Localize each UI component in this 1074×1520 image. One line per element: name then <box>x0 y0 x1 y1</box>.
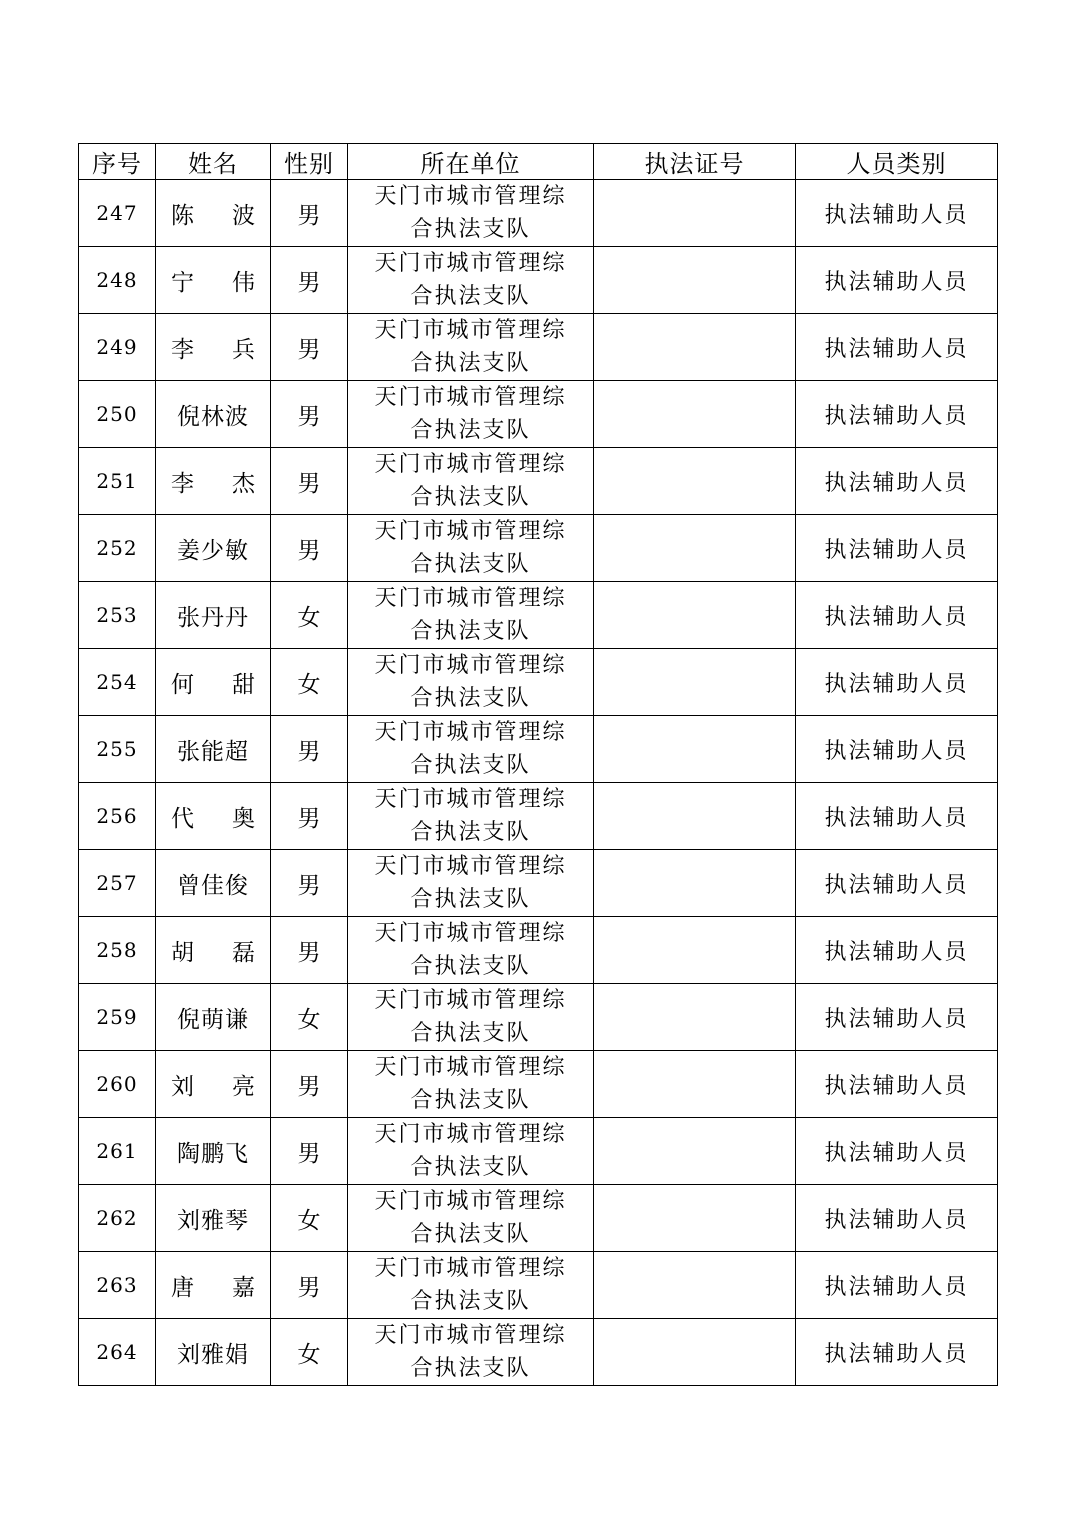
cell-name <box>156 515 271 582</box>
cell-no: 255 <box>79 716 156 783</box>
cell-name-text: 刘 亮 <box>171 1073 255 1100</box>
cell-unit <box>348 850 594 917</box>
cell-no: 258 <box>79 917 156 984</box>
cell-unit <box>348 1319 594 1386</box>
cell-gender: 女 <box>271 1319 348 1386</box>
cell-name <box>156 1252 271 1319</box>
header-no: 序号 <box>79 144 156 180</box>
cell-unit <box>348 448 594 515</box>
cell-unit <box>348 247 594 314</box>
cell-unit <box>348 1051 594 1118</box>
cell-cert <box>594 1319 796 1386</box>
table-row <box>79 783 998 850</box>
cell-gender: 男 <box>271 247 348 314</box>
cell-no: 257 <box>79 850 156 917</box>
cell-unit-text: 天门市城市管理综合执法支队 <box>374 519 567 577</box>
cell-cert <box>594 180 796 247</box>
cell-unit <box>348 917 594 984</box>
cell-gender: 女 <box>271 582 348 649</box>
cell-unit <box>348 582 594 649</box>
cell-type: 执法辅助人员 <box>796 381 998 448</box>
cell-no: 248 <box>79 247 156 314</box>
cell-name-text: 姜少敏 <box>177 537 249 564</box>
cell-name-text: 张能超 <box>177 738 249 765</box>
cell-cert <box>594 850 796 917</box>
header-gender: 性别 <box>271 144 348 180</box>
cell-type: 执法辅助人员 <box>796 984 998 1051</box>
cell-name-text: 陶鹏飞 <box>177 1140 249 1167</box>
cell-gender: 男 <box>271 314 348 381</box>
cell-no: 250 <box>79 381 156 448</box>
cell-type: 执法辅助人员 <box>796 247 998 314</box>
cell-name-text: 李 兵 <box>171 336 255 363</box>
cell-unit-text: 天门市城市管理综合执法支队 <box>374 787 567 845</box>
cell-no: 259 <box>79 984 156 1051</box>
cell-type: 执法辅助人员 <box>796 649 998 716</box>
table-row <box>79 314 998 381</box>
cell-cert <box>594 716 796 783</box>
table-row <box>79 917 998 984</box>
cell-type: 执法辅助人员 <box>796 314 998 381</box>
cell-unit-text: 天门市城市管理综合执法支队 <box>374 1256 567 1314</box>
cell-name <box>156 247 271 314</box>
cell-gender: 男 <box>271 1252 348 1319</box>
cell-name-text: 代 奥 <box>171 805 255 832</box>
cell-type: 执法辅助人员 <box>796 180 998 247</box>
cell-name-text: 刘雅娟 <box>177 1341 249 1368</box>
cell-unit <box>348 783 594 850</box>
cell-type: 执法辅助人员 <box>796 1319 998 1386</box>
table-row <box>79 984 998 1051</box>
cell-unit <box>348 180 594 247</box>
cell-unit <box>348 716 594 783</box>
cell-no: 260 <box>79 1051 156 1118</box>
cell-unit <box>348 1185 594 1252</box>
cell-name-text: 胡 磊 <box>171 939 255 966</box>
cell-unit <box>348 984 594 1051</box>
cell-unit-text: 天门市城市管理综合执法支队 <box>374 854 567 912</box>
table-row <box>79 448 998 515</box>
cell-name <box>156 1319 271 1386</box>
cell-name <box>156 448 271 515</box>
cell-gender: 男 <box>271 917 348 984</box>
cell-name-text: 倪萌谦 <box>177 1006 249 1033</box>
cell-name <box>156 716 271 783</box>
cell-cert <box>594 917 796 984</box>
cell-cert <box>594 247 796 314</box>
header-cert: 执法证号 <box>594 144 796 180</box>
cell-cert <box>594 1185 796 1252</box>
cell-name <box>156 917 271 984</box>
table-row <box>79 1252 998 1319</box>
cell-name <box>156 381 271 448</box>
cell-no: 261 <box>79 1118 156 1185</box>
cell-name-text: 曾佳俊 <box>177 872 249 899</box>
cell-cert <box>594 984 796 1051</box>
cell-name-text: 唐 嘉 <box>171 1274 255 1301</box>
header-row <box>79 144 998 180</box>
cell-type: 执法辅助人员 <box>796 1118 998 1185</box>
table-row <box>79 1319 998 1386</box>
cell-unit-text: 天门市城市管理综合执法支队 <box>374 1055 567 1113</box>
table-row <box>79 850 998 917</box>
cell-no: 253 <box>79 582 156 649</box>
cell-name-text: 张丹丹 <box>177 604 249 631</box>
cell-unit-text: 天门市城市管理综合执法支队 <box>374 1189 567 1247</box>
cell-name-text: 李 杰 <box>171 470 255 497</box>
cell-cert <box>594 381 796 448</box>
table-row <box>79 247 998 314</box>
cell-type: 执法辅助人员 <box>796 1051 998 1118</box>
cell-name <box>156 783 271 850</box>
cell-cert <box>594 1118 796 1185</box>
cell-no: 249 <box>79 314 156 381</box>
table-row <box>79 582 998 649</box>
cell-type: 执法辅助人员 <box>796 1252 998 1319</box>
cell-cert <box>594 582 796 649</box>
cell-unit <box>348 381 594 448</box>
table-row <box>79 1185 998 1252</box>
cell-unit <box>348 649 594 716</box>
cell-cert <box>594 448 796 515</box>
cell-cert <box>594 649 796 716</box>
cell-unit <box>348 314 594 381</box>
cell-cert <box>594 314 796 381</box>
cell-name <box>156 314 271 381</box>
cell-gender: 男 <box>271 515 348 582</box>
cell-no: 252 <box>79 515 156 582</box>
cell-unit-text: 天门市城市管理综合执法支队 <box>374 586 567 644</box>
cell-name-text: 陈 波 <box>171 202 255 229</box>
cell-name-text: 何 甜 <box>171 671 255 698</box>
cell-unit-text: 天门市城市管理综合执法支队 <box>374 720 567 778</box>
cell-type: 执法辅助人员 <box>796 582 998 649</box>
cell-name-text: 刘雅琴 <box>177 1207 249 1234</box>
table-row <box>79 1051 998 1118</box>
cell-unit-text: 天门市城市管理综合执法支队 <box>374 1122 567 1180</box>
table-row <box>79 515 998 582</box>
table-header <box>79 144 998 180</box>
cell-gender: 男 <box>271 180 348 247</box>
cell-no: 256 <box>79 783 156 850</box>
cell-name <box>156 984 271 1051</box>
cell-cert <box>594 515 796 582</box>
cell-unit-text: 天门市城市管理综合执法支队 <box>374 385 567 443</box>
cell-name <box>156 1118 271 1185</box>
cell-type: 执法辅助人员 <box>796 1185 998 1252</box>
header-type: 人员类别 <box>796 144 998 180</box>
cell-unit-text: 天门市城市管理综合执法支队 <box>374 318 567 376</box>
cell-no: 263 <box>79 1252 156 1319</box>
cell-name <box>156 582 271 649</box>
cell-unit <box>348 515 594 582</box>
table-row <box>79 180 998 247</box>
cell-unit-text: 天门市城市管理综合执法支队 <box>374 988 567 1046</box>
cell-gender: 女 <box>271 984 348 1051</box>
cell-name-text: 宁 伟 <box>171 269 255 296</box>
cell-no: 254 <box>79 649 156 716</box>
table-row <box>79 716 998 783</box>
cell-gender: 女 <box>271 649 348 716</box>
table-row <box>79 649 998 716</box>
cell-gender: 女 <box>271 1185 348 1252</box>
header-unit: 所在单位 <box>348 144 594 180</box>
cell-type: 执法辅助人员 <box>796 448 998 515</box>
cell-no: 264 <box>79 1319 156 1386</box>
cell-type: 执法辅助人员 <box>796 783 998 850</box>
cell-gender: 男 <box>271 381 348 448</box>
table-row <box>79 1118 998 1185</box>
header-name: 姓名 <box>156 144 271 180</box>
personnel-table <box>78 143 998 1386</box>
cell-no: 251 <box>79 448 156 515</box>
cell-gender: 男 <box>271 783 348 850</box>
cell-name <box>156 180 271 247</box>
cell-cert <box>594 783 796 850</box>
cell-gender: 男 <box>271 850 348 917</box>
cell-unit-text: 天门市城市管理综合执法支队 <box>374 653 567 711</box>
cell-gender: 男 <box>271 1051 348 1118</box>
cell-name <box>156 1051 271 1118</box>
cell-unit-text: 天门市城市管理综合执法支队 <box>374 1323 567 1381</box>
cell-name-text: 倪林波 <box>177 403 249 430</box>
cell-unit-text: 天门市城市管理综合执法支队 <box>374 921 567 979</box>
cell-gender: 男 <box>271 448 348 515</box>
cell-unit <box>348 1118 594 1185</box>
cell-no: 262 <box>79 1185 156 1252</box>
table-body <box>79 180 998 1386</box>
cell-no: 247 <box>79 180 156 247</box>
cell-unit-text: 天门市城市管理综合执法支队 <box>374 184 567 242</box>
table-row <box>79 381 998 448</box>
cell-cert <box>594 1252 796 1319</box>
cell-gender: 男 <box>271 716 348 783</box>
cell-unit <box>348 1252 594 1319</box>
cell-name <box>156 850 271 917</box>
cell-name <box>156 649 271 716</box>
cell-type: 执法辅助人员 <box>796 850 998 917</box>
cell-unit-text: 天门市城市管理综合执法支队 <box>374 251 567 309</box>
cell-unit-text: 天门市城市管理综合执法支队 <box>374 452 567 510</box>
cell-gender: 男 <box>271 1118 348 1185</box>
cell-cert <box>594 1051 796 1118</box>
cell-type: 执法辅助人员 <box>796 515 998 582</box>
cell-name <box>156 1185 271 1252</box>
cell-type: 执法辅助人员 <box>796 917 998 984</box>
cell-type: 执法辅助人员 <box>796 716 998 783</box>
